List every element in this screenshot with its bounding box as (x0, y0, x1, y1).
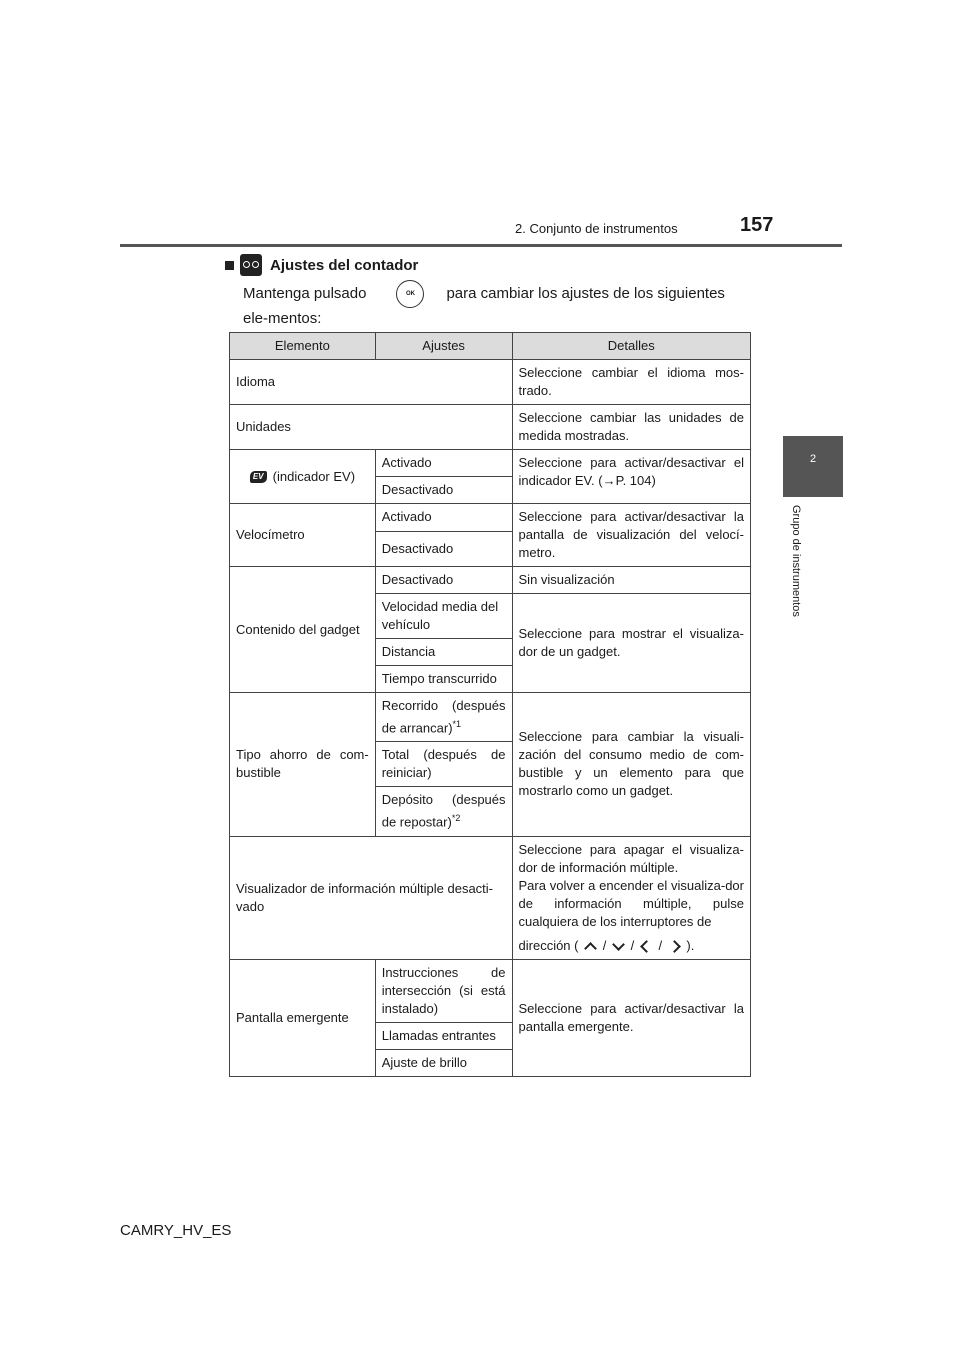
square-bullet-icon (225, 261, 234, 270)
cell-element: Pantalla emergente (230, 959, 376, 1076)
header-rule (120, 244, 842, 247)
table-row (230, 693, 751, 742)
option-text: Recorrido (después de arrancar) (381, 698, 506, 736)
header-element: Elemento (230, 333, 376, 360)
detail-prefix: dirección ( (518, 937, 579, 953)
header-details: Detalles (512, 333, 750, 360)
chevron-right-icon (668, 940, 681, 953)
ev-element-label: (indicador EV) (272, 468, 356, 484)
cell-detail: Seleccione para mostrar el visualiza-dor de un gadget. (512, 594, 750, 693)
table-row (230, 360, 751, 405)
side-tab (783, 436, 843, 496)
cell-element: Contenido del gadget (230, 567, 376, 693)
cell-detail: Sin visualización (512, 567, 750, 594)
intro-text (243, 280, 753, 330)
cell-setting: Activado (375, 504, 512, 532)
detail-suffix: ). (686, 937, 695, 953)
settings-table (229, 332, 751, 1077)
cell-detail (512, 836, 750, 959)
side-label (788, 505, 808, 645)
cell-detail: Seleccione cambiar el idioma mos-trado. (512, 360, 750, 405)
cell-detail: Seleccione para cambiar la visuali-zación del consumo medio de com-bustible y un elemento para que mostrarlo como un gadget. (512, 693, 750, 837)
ok-button-icon: OK (396, 280, 424, 308)
cell-setting (375, 693, 512, 742)
intro-before: Mantenga pulsado (243, 284, 367, 302)
table-row (230, 959, 751, 1022)
cell-detail: Seleccione para activar/desactivar el indicador EV. (→P. 104) (512, 450, 750, 504)
cell-setting: Instrucciones de intersección (si está instalado) (375, 959, 512, 1022)
separator: / (630, 937, 635, 953)
meter-settings-icon (240, 254, 262, 276)
cell-element: Tipo ahorro de com-bustible (230, 693, 376, 837)
side-label-text: Grupo de instrumentos (790, 505, 802, 617)
footnote-marker: *2 (451, 813, 461, 824)
cell-detail: Seleccione para activar/desactivar la pantalla de visualización del velocí-metro. (512, 504, 750, 567)
side-tab-divider (783, 496, 843, 497)
chevron-left-icon (640, 940, 653, 953)
detail-line: Seleccione para apagar el visualiza-dor de información múltiple. (518, 841, 744, 875)
table-row (230, 567, 751, 594)
cell-element: Idioma (230, 360, 513, 405)
cell-setting: Ajuste de brillo (375, 1049, 512, 1076)
detail-line: Para volver a encender el visualiza-dor de información múltiple, pulse cualquiera de los interruptores de (518, 877, 744, 929)
cell-element (230, 450, 376, 504)
ev-indicator-icon: EV (250, 471, 267, 483)
section-title: Ajustes del contador (270, 256, 419, 274)
section-heading (225, 254, 418, 276)
separator: / (602, 937, 607, 953)
cell-setting: Activado (375, 450, 512, 477)
side-tab-number: 2 (809, 453, 817, 465)
table-row (230, 405, 751, 450)
table-row (230, 504, 751, 532)
header-settings: Ajustes (375, 333, 512, 360)
footnote-marker: *1 (452, 719, 462, 729)
separator: / (658, 937, 663, 953)
detail-line (519, 937, 744, 955)
cell-setting: Desactivado (375, 477, 512, 504)
cell-setting (375, 787, 512, 836)
cell-element: Unidades (230, 405, 513, 450)
cell-setting: Tiempo transcurrido (375, 666, 512, 693)
option-text: Depósito (después de repostar) (381, 792, 506, 830)
cell-setting: Desactivado (375, 567, 512, 594)
cell-setting: Distancia (375, 639, 512, 666)
cell-setting: Desactivado (375, 531, 512, 566)
chevron-down-icon (612, 938, 625, 951)
cell-detail: Seleccione cambiar las unidades de medida mostradas. (512, 405, 750, 450)
table-header-row (230, 333, 751, 360)
page-number: 157 (740, 214, 774, 236)
chevron-up-icon (584, 942, 597, 955)
table-row (230, 450, 751, 477)
cell-detail: Seleccione para activar/desactivar la pantalla emergente. (512, 959, 750, 1076)
cell-element: Velocímetro (230, 504, 376, 567)
cell-setting: Total (después de reiniciar) (375, 742, 512, 787)
footer-model: CAMRY_HV_ES (120, 1222, 232, 1239)
header-chapter: 2. Conjunto de instrumentos (515, 221, 678, 236)
cell-setting: Velocidad media del vehículo (375, 594, 512, 639)
table-row (230, 836, 751, 959)
intro-after: para cambiar los ajustes de los siguientes ele-mentos: (243, 284, 725, 327)
cell-setting: Llamadas entrantes (375, 1022, 512, 1049)
cell-element: Visualizador de información múltiple desacti-vado (230, 836, 513, 959)
